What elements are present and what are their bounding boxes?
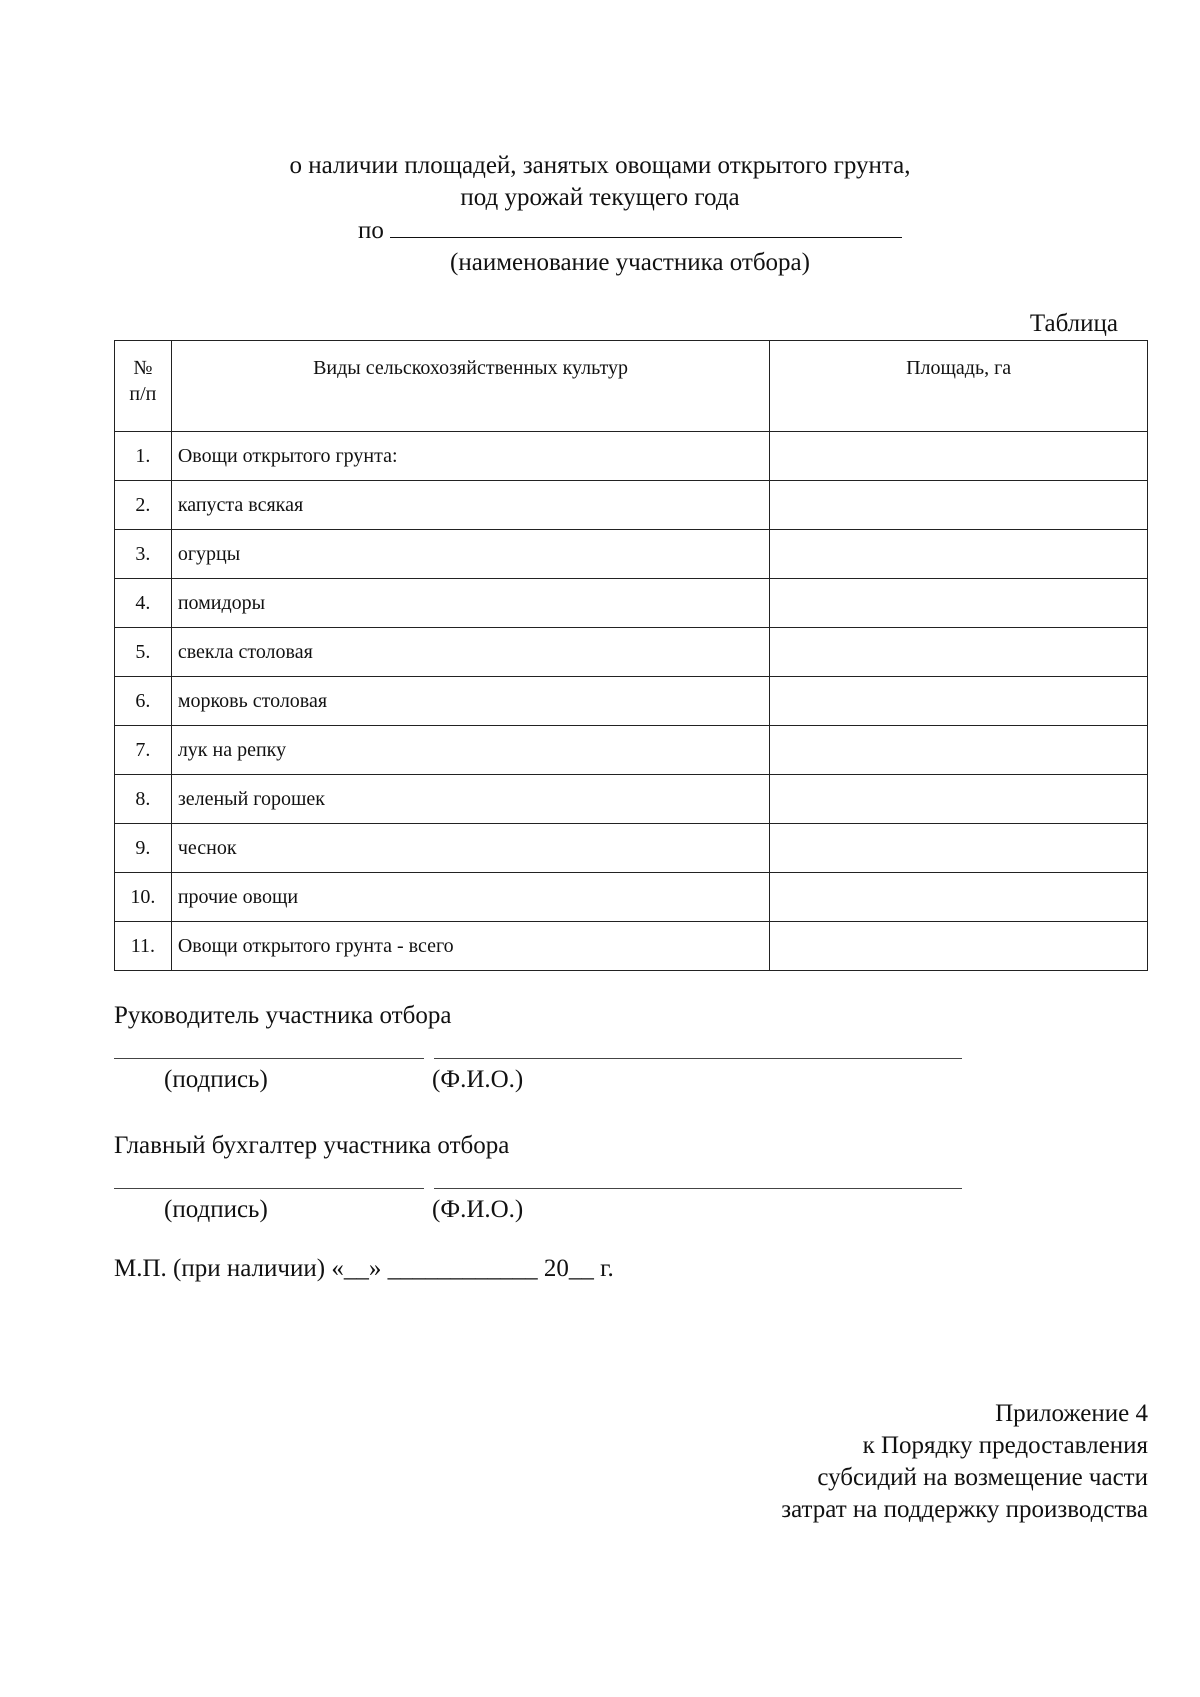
row-number: 6. [115,677,172,726]
table-row [115,677,1148,726]
crop-name: чеснок [171,824,769,873]
area-cell[interactable] [770,579,1148,628]
crop-name: Овощи открытого грунта: [171,432,769,481]
participant-caption: (наименование участника отбора) [450,249,810,276]
crop-name: прочие овощи [171,873,769,922]
participant-line [358,215,902,247]
table-row [115,726,1148,775]
area-cell[interactable] [770,677,1148,726]
table-row [115,775,1148,824]
po-prefix: по [358,217,384,244]
area-cell[interactable] [770,628,1148,677]
table-row [115,530,1148,579]
appendix-line-1: Приложение 4 [995,1400,1148,1427]
area-cell[interactable] [770,922,1148,971]
appendix-block [781,1398,1148,1526]
appendix-line-2: к Порядку предоставления [862,1432,1148,1459]
row-number: 9. [115,824,172,873]
row-number: 5. [115,628,172,677]
participant-name-field[interactable] [390,215,902,238]
row-number: 3. [115,530,172,579]
header-line-1: о наличии площадей, занятых овощами открытого грунта, [289,152,911,179]
table-header-row [115,341,1148,432]
table-row [115,922,1148,971]
row-number: 7. [115,726,172,775]
area-cell[interactable] [770,530,1148,579]
crops-table [114,340,1148,971]
crops-table-body [115,432,1148,971]
area-cell[interactable] [770,726,1148,775]
table-row [115,432,1148,481]
crop-name: морковь столовая [171,677,769,726]
head-title: Руководитель участника отбора [114,1002,452,1029]
header-area: Площадь, га [770,341,1148,432]
crop-name: зеленый горошек [171,775,769,824]
table-row [115,824,1148,873]
head-fio-line[interactable] [434,1058,962,1059]
accountant-fio-line[interactable] [434,1188,962,1189]
area-cell[interactable] [770,481,1148,530]
header-name: Виды сельскохозяйственных культур [171,341,769,432]
crop-name: помидоры [171,579,769,628]
table-row [115,628,1148,677]
row-number: 2. [115,481,172,530]
crop-name: лук на репку [171,726,769,775]
accountant-fio-caption: (Ф.И.О.) [432,1196,524,1223]
appendix-line-3: субсидий на возмещение части [817,1464,1148,1491]
header-line-2: под урожай текущего года [460,184,740,211]
row-number: 10. [115,873,172,922]
stamp-date-line: М.П. (при наличии) «__» ____________ 20__ г. [114,1255,614,1282]
header-num [115,341,172,432]
accountant-title: Главный бухгалтер участника отбора [114,1132,510,1159]
row-number: 8. [115,775,172,824]
area-cell[interactable] [770,873,1148,922]
table-row [115,579,1148,628]
area-cell[interactable] [770,775,1148,824]
head-signature-line[interactable] [114,1058,424,1059]
document-header [0,150,1200,214]
area-cell[interactable] [770,432,1148,481]
header-num-text: № п/п [129,357,157,405]
accountant-signature-line[interactable] [114,1188,424,1189]
table-row [115,481,1148,530]
crop-name: свекла столовая [171,628,769,677]
table-row [115,873,1148,922]
head-fio-caption: (Ф.И.О.) [432,1066,524,1093]
table-label: Таблица [1029,310,1118,337]
row-number: 4. [115,579,172,628]
area-cell[interactable] [770,824,1148,873]
crop-name: огурцы [171,530,769,579]
accountant-signature-caption: (подпись) [164,1196,268,1223]
crop-name: Овощи открытого грунта - всего [171,922,769,971]
head-signature-caption: (подпись) [164,1066,268,1093]
crop-name: капуста всякая [171,481,769,530]
row-number: 11. [115,922,172,971]
row-number: 1. [115,432,172,481]
appendix-line-4: затрат на поддержку производства [781,1496,1148,1523]
